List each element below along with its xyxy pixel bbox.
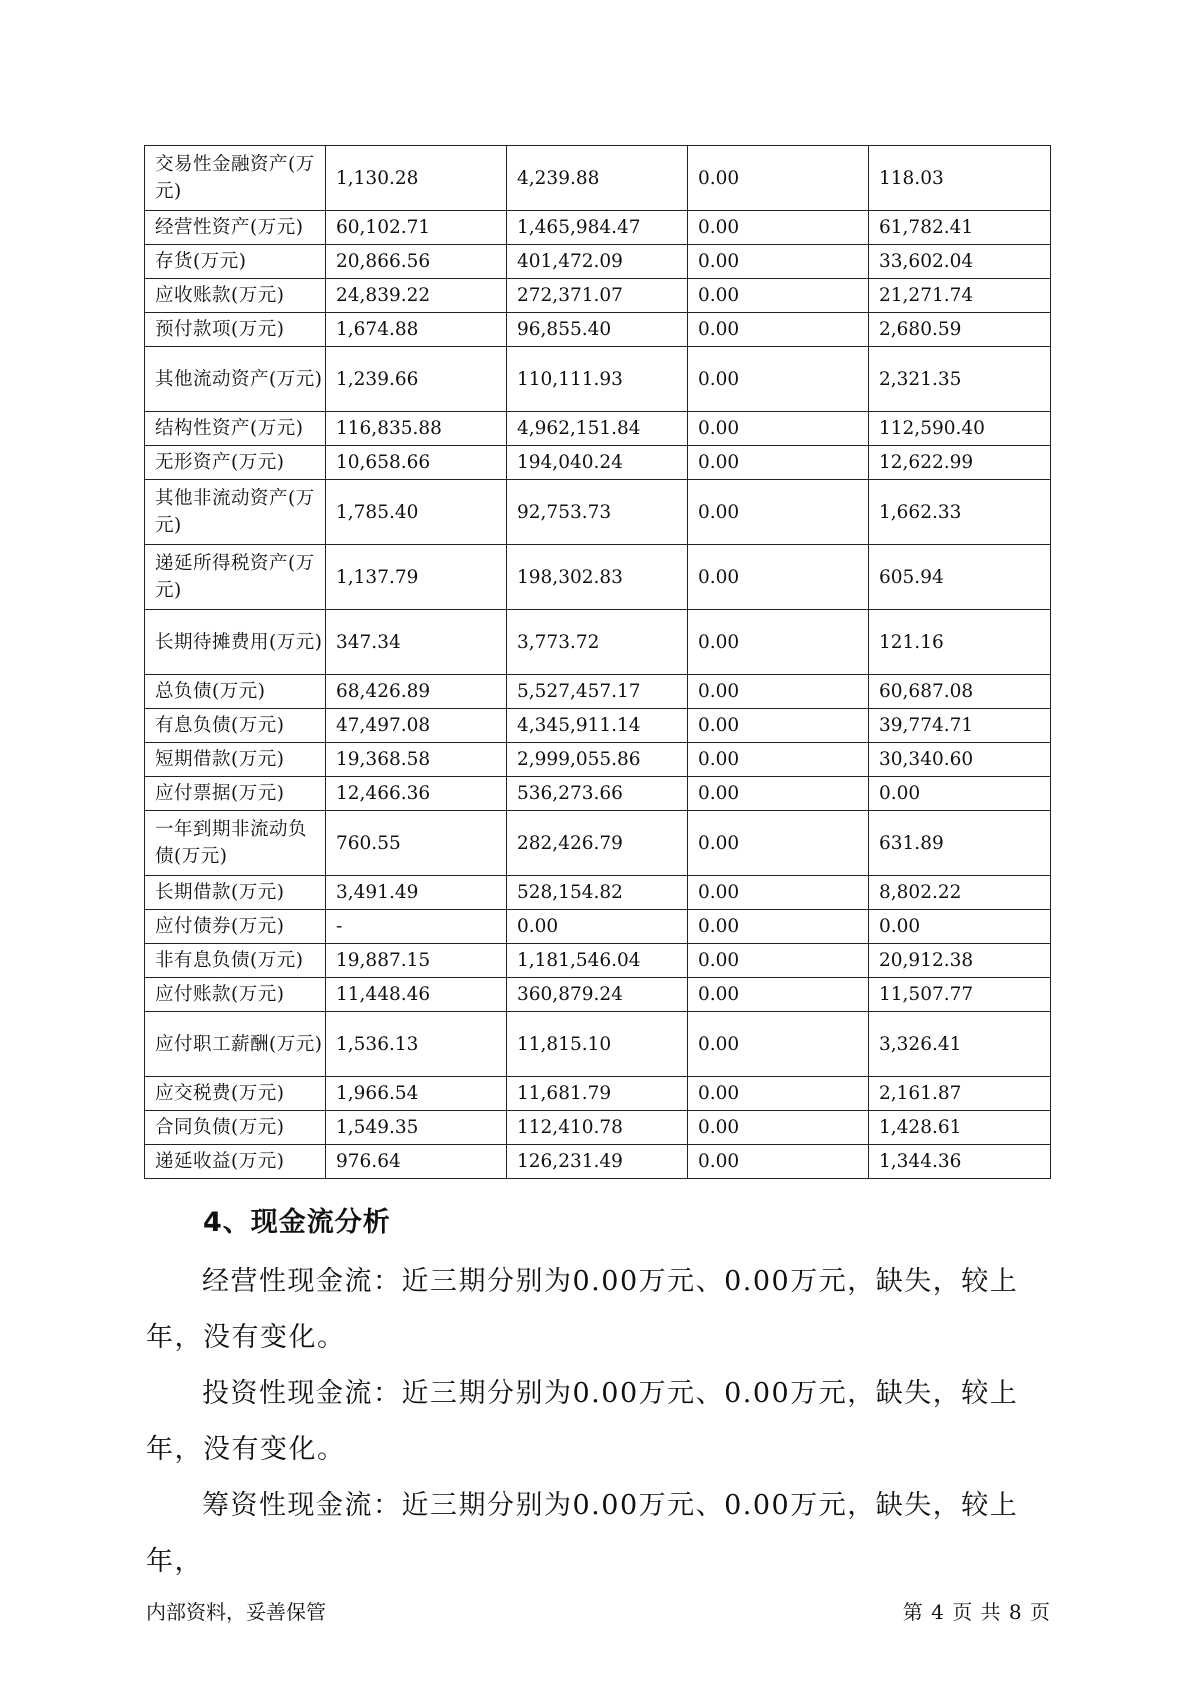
value-cell: 0.00 bbox=[688, 279, 869, 313]
row-label-cell: 其他流动资产(万元) bbox=[145, 347, 326, 412]
value-cell: 68,426.89 bbox=[326, 675, 507, 709]
value-cell: 20,866.56 bbox=[326, 245, 507, 279]
value-cell: 401,472.09 bbox=[507, 245, 688, 279]
value-cell: 11,681.79 bbox=[507, 1077, 688, 1111]
value-cell: 0.00 bbox=[688, 1111, 869, 1145]
value-cell: 0.00 bbox=[869, 777, 1051, 811]
operating-cashflow-paragraph: 经营性现金流：近三期分别为0.00万元、0.00万元，缺失，较上年，没有变化。 bbox=[146, 1266, 1019, 1353]
row-label-cell: 应付债券(万元) bbox=[145, 910, 326, 944]
value-cell: 0.00 bbox=[688, 313, 869, 347]
value-cell: 0.00 bbox=[688, 412, 869, 446]
value-cell: 1,428.61 bbox=[869, 1111, 1051, 1145]
value-cell: 0.00 bbox=[688, 211, 869, 245]
value-cell: 116,835.88 bbox=[326, 412, 507, 446]
value-cell: 3,773.72 bbox=[507, 610, 688, 675]
value-cell: 10,658.66 bbox=[326, 446, 507, 480]
row-label-cell: 应交税费(万元) bbox=[145, 1077, 326, 1111]
value-cell: 1,465,984.47 bbox=[507, 211, 688, 245]
financing-cashflow-paragraph: 筹资性现金流：近三期分别为0.00万元、0.00万元，缺失，较上年， bbox=[146, 1490, 1019, 1577]
value-cell: 198,302.83 bbox=[507, 545, 688, 610]
value-cell: - bbox=[326, 910, 507, 944]
row-label-cell: 有息负债(万元) bbox=[145, 709, 326, 743]
value-cell: 0.00 bbox=[688, 610, 869, 675]
table-row bbox=[145, 1145, 1051, 1179]
value-cell: 0.00 bbox=[507, 910, 688, 944]
table-row bbox=[145, 944, 1051, 978]
table-row bbox=[145, 412, 1051, 446]
value-cell: 20,912.38 bbox=[869, 944, 1051, 978]
row-label-cell: 无形资产(万元) bbox=[145, 446, 326, 480]
table-row bbox=[145, 245, 1051, 279]
value-cell: 1,344.36 bbox=[869, 1145, 1051, 1179]
value-cell: 1,137.79 bbox=[326, 545, 507, 610]
value-cell: 2,161.87 bbox=[869, 1077, 1051, 1111]
value-cell: 92,753.73 bbox=[507, 480, 688, 545]
row-label-cell: 经营性资产(万元) bbox=[145, 211, 326, 245]
value-cell: 3,491.49 bbox=[326, 876, 507, 910]
value-cell: 0.00 bbox=[688, 347, 869, 412]
table-row bbox=[145, 709, 1051, 743]
value-cell: 0.00 bbox=[688, 1145, 869, 1179]
row-label-cell: 存货(万元) bbox=[145, 245, 326, 279]
table-row bbox=[145, 446, 1051, 480]
table-row bbox=[145, 978, 1051, 1012]
row-label-cell: 应付票据(万元) bbox=[145, 777, 326, 811]
value-cell: 4,239.88 bbox=[507, 146, 688, 211]
value-cell: 30,340.60 bbox=[869, 743, 1051, 777]
value-cell: 11,448.46 bbox=[326, 978, 507, 1012]
value-cell: 282,426.79 bbox=[507, 811, 688, 876]
financial-table bbox=[144, 145, 1051, 1179]
value-cell: 0.00 bbox=[688, 1077, 869, 1111]
value-cell: 126,231.49 bbox=[507, 1145, 688, 1179]
value-cell: 11,507.77 bbox=[869, 978, 1051, 1012]
value-cell: 12,622.99 bbox=[869, 446, 1051, 480]
value-cell: 1,536.13 bbox=[326, 1012, 507, 1077]
value-cell: 112,590.40 bbox=[869, 412, 1051, 446]
section-heading: 4、现金流分析 bbox=[203, 1207, 391, 1238]
table-row bbox=[145, 610, 1051, 675]
row-label-cell: 总负债(万元) bbox=[145, 675, 326, 709]
value-cell: 1,130.28 bbox=[326, 146, 507, 211]
row-label-cell: 预付款项(万元) bbox=[145, 313, 326, 347]
value-cell: 19,887.15 bbox=[326, 944, 507, 978]
row-label-cell: 短期借款(万元) bbox=[145, 743, 326, 777]
value-cell: 1,181,546.04 bbox=[507, 944, 688, 978]
value-cell: 0.00 bbox=[688, 675, 869, 709]
value-cell: 5,527,457.17 bbox=[507, 675, 688, 709]
value-cell: 0.00 bbox=[688, 978, 869, 1012]
table-row bbox=[145, 1077, 1051, 1111]
value-cell: 0.00 bbox=[688, 910, 869, 944]
table-row bbox=[145, 480, 1051, 545]
value-cell: 0.00 bbox=[688, 245, 869, 279]
value-cell: 347.34 bbox=[326, 610, 507, 675]
value-cell: 2,321.35 bbox=[869, 347, 1051, 412]
table-row bbox=[145, 1111, 1051, 1145]
value-cell: 0.00 bbox=[869, 910, 1051, 944]
table-row bbox=[145, 1012, 1051, 1077]
table-row bbox=[145, 545, 1051, 610]
value-cell: 1,966.54 bbox=[326, 1077, 507, 1111]
row-label-cell: 非有息负债(万元) bbox=[145, 944, 326, 978]
row-label-cell: 递延所得税资产(万元) bbox=[145, 545, 326, 610]
value-cell: 96,855.40 bbox=[507, 313, 688, 347]
table-row bbox=[145, 910, 1051, 944]
value-cell: 110,111.93 bbox=[507, 347, 688, 412]
value-cell: 19,368.58 bbox=[326, 743, 507, 777]
row-label-cell: 合同负债(万元) bbox=[145, 1111, 326, 1145]
table-row bbox=[145, 146, 1051, 211]
value-cell: 0.00 bbox=[688, 146, 869, 211]
value-cell: 0.00 bbox=[688, 811, 869, 876]
value-cell: 0.00 bbox=[688, 480, 869, 545]
value-cell: 0.00 bbox=[688, 743, 869, 777]
value-cell: 0.00 bbox=[688, 709, 869, 743]
value-cell: 61,782.41 bbox=[869, 211, 1051, 245]
row-label-cell: 结构性资产(万元) bbox=[145, 412, 326, 446]
value-cell: 21,271.74 bbox=[869, 279, 1051, 313]
table-row bbox=[145, 811, 1051, 876]
value-cell: 33,602.04 bbox=[869, 245, 1051, 279]
value-cell: 11,815.10 bbox=[507, 1012, 688, 1077]
table-row bbox=[145, 777, 1051, 811]
value-cell: 1,674.88 bbox=[326, 313, 507, 347]
row-label-cell: 一年到期非流动负债(万元) bbox=[145, 811, 326, 876]
value-cell: 528,154.82 bbox=[507, 876, 688, 910]
table-row bbox=[145, 279, 1051, 313]
value-cell: 39,774.71 bbox=[869, 709, 1051, 743]
row-label-cell: 递延收益(万元) bbox=[145, 1145, 326, 1179]
value-cell: 2,680.59 bbox=[869, 313, 1051, 347]
value-cell: 536,273.66 bbox=[507, 777, 688, 811]
row-label-cell: 应付职工薪酬(万元) bbox=[145, 1012, 326, 1077]
table-row bbox=[145, 313, 1051, 347]
row-label-cell: 应付账款(万元) bbox=[145, 978, 326, 1012]
value-cell: 0.00 bbox=[688, 545, 869, 610]
value-cell: 3,326.41 bbox=[869, 1012, 1051, 1077]
value-cell: 0.00 bbox=[688, 944, 869, 978]
value-cell: 1,239.66 bbox=[326, 347, 507, 412]
value-cell: 1,785.40 bbox=[326, 480, 507, 545]
value-cell: 8,802.22 bbox=[869, 876, 1051, 910]
row-label-cell: 交易性金融资产(万元) bbox=[145, 146, 326, 211]
financial-table-body bbox=[145, 146, 1051, 1179]
value-cell: 12,466.36 bbox=[326, 777, 507, 811]
value-cell: 4,962,151.84 bbox=[507, 412, 688, 446]
value-cell: 760.55 bbox=[326, 811, 507, 876]
value-cell: 0.00 bbox=[688, 446, 869, 480]
row-label-cell: 长期待摊费用(万元) bbox=[145, 610, 326, 675]
row-label-cell: 其他非流动资产(万元) bbox=[145, 480, 326, 545]
value-cell: 1,549.35 bbox=[326, 1111, 507, 1145]
table-row bbox=[145, 211, 1051, 245]
value-cell: 47,497.08 bbox=[326, 709, 507, 743]
value-cell: 194,040.24 bbox=[507, 446, 688, 480]
value-cell: 272,371.07 bbox=[507, 279, 688, 313]
investing-cashflow-paragraph: 投资性现金流：近三期分别为0.00万元、0.00万元，缺失，较上年，没有变化。 bbox=[146, 1378, 1019, 1465]
value-cell: 24,839.22 bbox=[326, 279, 507, 313]
row-label-cell: 应收账款(万元) bbox=[145, 279, 326, 313]
table-row bbox=[145, 743, 1051, 777]
value-cell: 360,879.24 bbox=[507, 978, 688, 1012]
value-cell: 631.89 bbox=[869, 811, 1051, 876]
footer-page-number: 第 4 页 共 8 页 bbox=[902, 1600, 1050, 1624]
value-cell: 0.00 bbox=[688, 777, 869, 811]
value-cell: 0.00 bbox=[688, 876, 869, 910]
table-row bbox=[145, 675, 1051, 709]
value-cell: 60,687.08 bbox=[869, 675, 1051, 709]
value-cell: 605.94 bbox=[869, 545, 1051, 610]
table-row bbox=[145, 876, 1051, 910]
value-cell: 2,999,055.86 bbox=[507, 743, 688, 777]
value-cell: 976.64 bbox=[326, 1145, 507, 1179]
value-cell: 4,345,911.14 bbox=[507, 709, 688, 743]
value-cell: 121.16 bbox=[869, 610, 1051, 675]
row-label-cell: 长期借款(万元) bbox=[145, 876, 326, 910]
value-cell: 0.00 bbox=[688, 1012, 869, 1077]
value-cell: 118.03 bbox=[869, 146, 1051, 211]
value-cell: 1,662.33 bbox=[869, 480, 1051, 545]
table-row bbox=[145, 347, 1051, 412]
footer-confidential-note: 内部资料，妥善保管 bbox=[146, 1600, 326, 1624]
value-cell: 112,410.78 bbox=[507, 1111, 688, 1145]
value-cell: 60,102.71 bbox=[326, 211, 507, 245]
